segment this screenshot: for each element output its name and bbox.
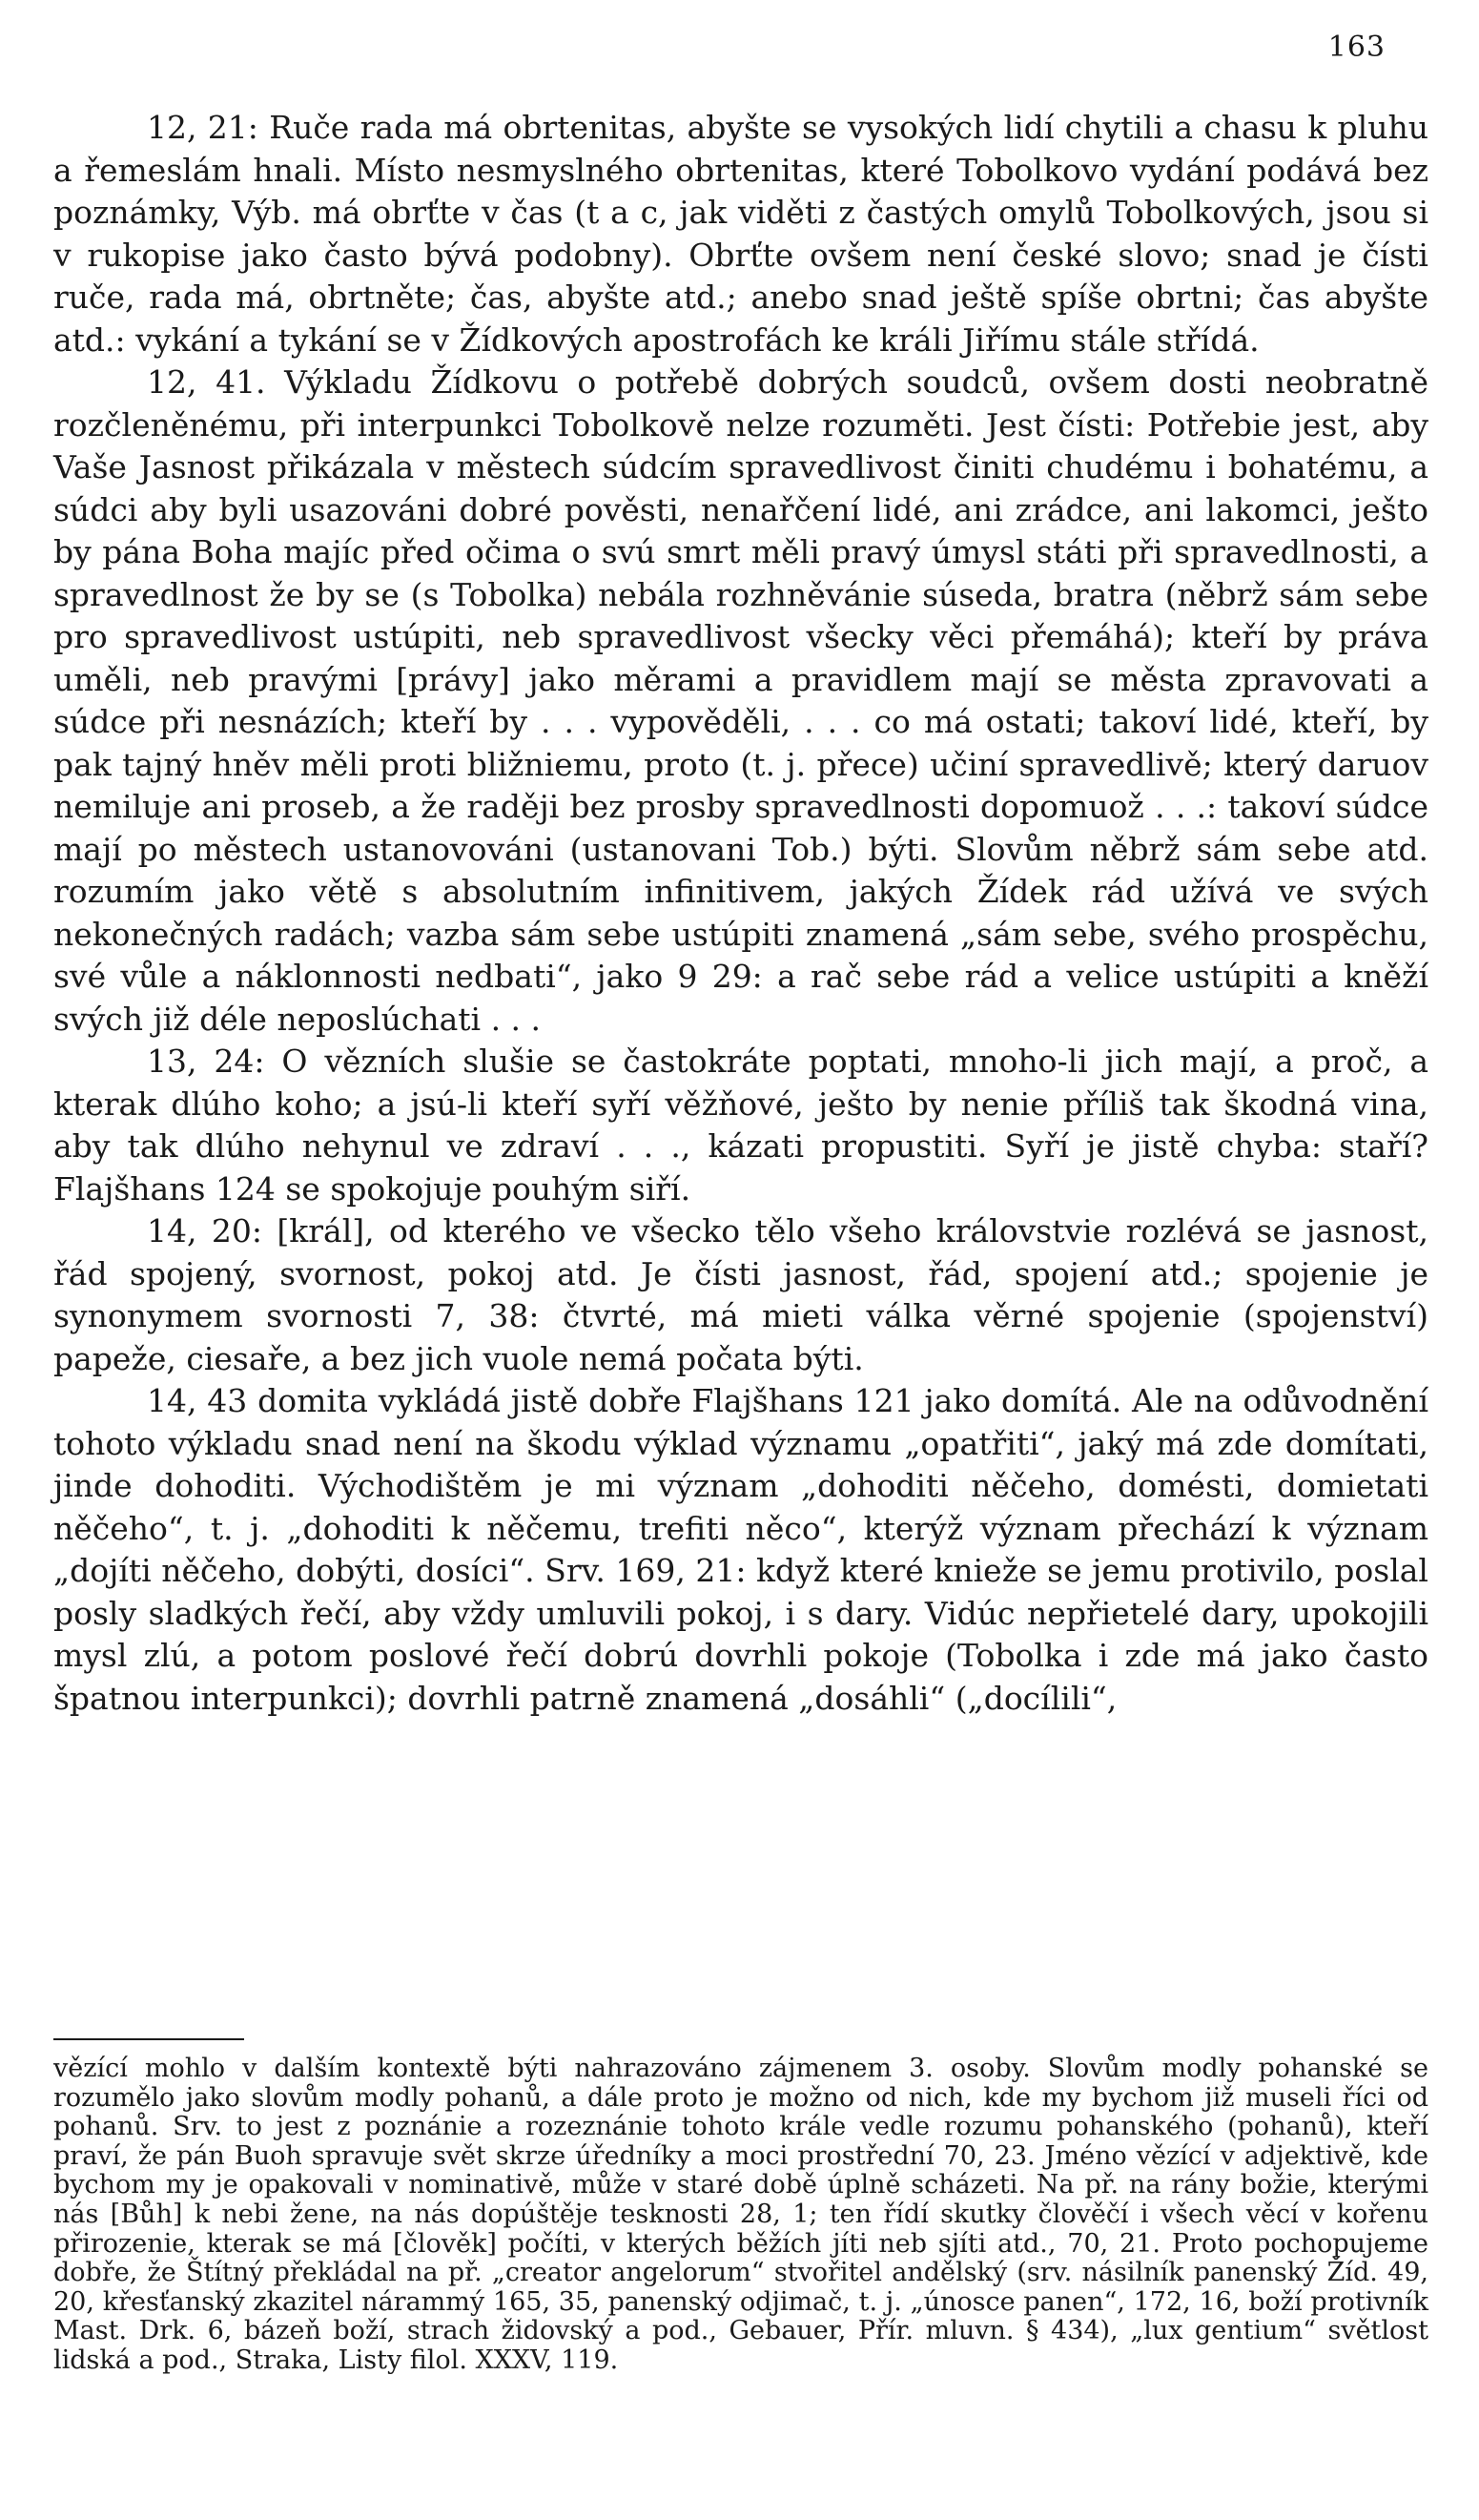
footnote-divider — [53, 2038, 244, 2040]
footnote — [53, 2055, 1428, 2376]
paragraph-14-20: 14, 20: [král], od kterého ve všecko tělo všeho královstvie rozlévá se jasnost, řád spojený, svornost, pokoj atd. Je čísti jasnost, řád, spojení atd.; spojenie je synonymem svornosti 7, 38: čtvrté, má mieti válka věrné spojenie (spojenství) papeže, ciesaře, a bez jich vuole nemá počata býti. — [53, 1212, 1428, 1377]
main-text — [53, 107, 1428, 1720]
footnote-text: vězící mohlo v dalším kontextě býti nahrazováno zájmenem 3. osoby. Slovům modly pohanské se rozumělo jako slovům modly pohanů, a dále proto je možno od nich, kde my bychom již museli říci od pohanů. Srv. to jest z poznánie a rozeznánie tohoto krále vedle rozumu pohanského (pohanů), kteří praví, že pán Buoh spravuje svět skrze úředníky a moci prostřední 70, 23. Jméno vězící v adjektivě, kde bychom my je opakovali v nominativě, může v staré době úplně scházeti. Na př. na rány božie, kterými nás [Bůh] k nebi žene, na nás dopúštěje tesknosti 28, 1; ten řídí skutky člověčí i všech věcí v kořenu přirozenie, kterak se má [člověk] počíti, v kterých běžích jíti neb sjíti atd., 70, 21. Proto pochopujeme dobře, že Štítný překládal na př. „creator angelorum“ stvořitel andělský (srv. násilník panenský Žíd. 49, 20, křesťanský zkazitel nárammý 165, 35, panenský odjimač, t. j. „únosce panen“, 172, 16, boží protivník Mast. Drk. 6, bázeň boží, strach židovský a pod., Gebauer, Přír. mluvn. § 434), „lux gentium“ světlost lidská a pod., Straka, Listy filol. XXXV, 119. — [53, 2054, 1428, 2375]
paragraph-12-21: 12, 21: Ruče rada má obrtenitas, abyšte se vysokých lidí chytili a chasu k pluhu a řemeslám hnali. Místo nesmyslného obrtenitas, které Tobolkovo vydání podává bez poznámky, Výb. má obrťte v čas (t a c, jak viděti z častých omylů Tobolkových, jsou si v rukopise jako často bývá podobny). Obrťte ovšem není české slovo; snad je čísti ruče, rada má, obrtněte; čas, abyšte atd.; anebo snad ještě spíše obrtni; čas abyšte atd.: vykání a tykání se v Žídkových apostrofách ke králi Jiřímu stále střídá. — [53, 109, 1428, 359]
page-number: 163 — [1327, 31, 1386, 64]
paragraph-12-41: 12, 41. Výkladu Žídkovu o potřebě dobrých soudců, ovšem dosti neobratně rozčleněnému, při interpunkci Tobolkově nelze rozuměti. Jest čísti: Potřebie jest, aby Vaše Jasnost přikázala v městech súdcím spravedlivost činiti chudému i bohatému, a súdci aby byli usazováni dobré pověsti, nenařčení lidé, ani zrádce, ani lakomci, ješto by pána Boha majíc před očima o svú smrt měli pravý úmysl státi při spravedlnosti, a spravedlnost že by se (s Tobolka) nebála rozhněvánie súseda, bratra (něbrž sám sebe pro spravedlivost ustúpiti, neb spravedlivost všecky věci přemáhá); kteří by práva uměli, neb pravými [právy] jako měrami a pravidlem mají se města zpravovati a súdce při nesnázích; kteří by . . . vypověděli, . . . co má ostati; takoví lidé, kteří, by pak tajný hněv měli proti bližniemu, proto (t. j. přece) učiní spravedlivě; který daruov nemiluje ani proseb, a že raději bez prosby spravedlnosti dopomuož . . .: takoví súdce mají po městech ustanovováni (ustanovani Tob.) býti. Slovům něbrž sám sebe atd. rozumím jako větě s absolutním infinitivem, jakých Žídek rád užívá ve svých nekonečných radách; vazba sám sebe ustúpiti znamená „sám sebe, svého prospěchu, své vůle a náklonnosti nedbati“, jako 9 29: a rač sebe rád a velice ustúpiti a kněží svých již déle neposlúchati . . . — [53, 363, 1428, 1038]
paragraph-14-43: 14, 43 domita vykládá jistě dobře Flajšhans 121 jako domítá. Ale na odůvodnění tohoto výkladu snad není na škodu výklad významu „opatřiti“, jaký má zde domítati, jinde dohoditi. Východištěm je mi význam „dohoditi něčeho, domésti, domietati něčeho“, t. j. „dohoditi k něčemu, trefiti něco“, kterýž význam přechází k význam „dojíti něčeho, dobýti, dosíci“. Srv. 169, 21: když které knieže se jemu protivilo, poslal posly sladkých řečí, aby vždy umluvili pokoj, i s dary. Vidúc nepřietelé dary, upokojili mysl zlú, a potom poslové řečí dobrú dovrhli pokoje (Tobolka i zde má jako často špatnou interpunkci); dovrhli patrně znamená „dosáhli“ („docílili“, — [53, 1382, 1428, 1717]
paragraph-13-24: 13, 24: O vězních slušie se častokráte poptati, mnoho-li jich mají, a proč, a kterak dlúho koho; a jsú-li kteří syří věžňové, ješto by nenie příliš tak škodná vina, aby tak dlúho nehynul ve zdraví . . ., kázati propustiti. Syří je jistě chyba: staří? Flajšhans 124 se spokojuje pouhým siří. — [53, 1043, 1428, 1208]
